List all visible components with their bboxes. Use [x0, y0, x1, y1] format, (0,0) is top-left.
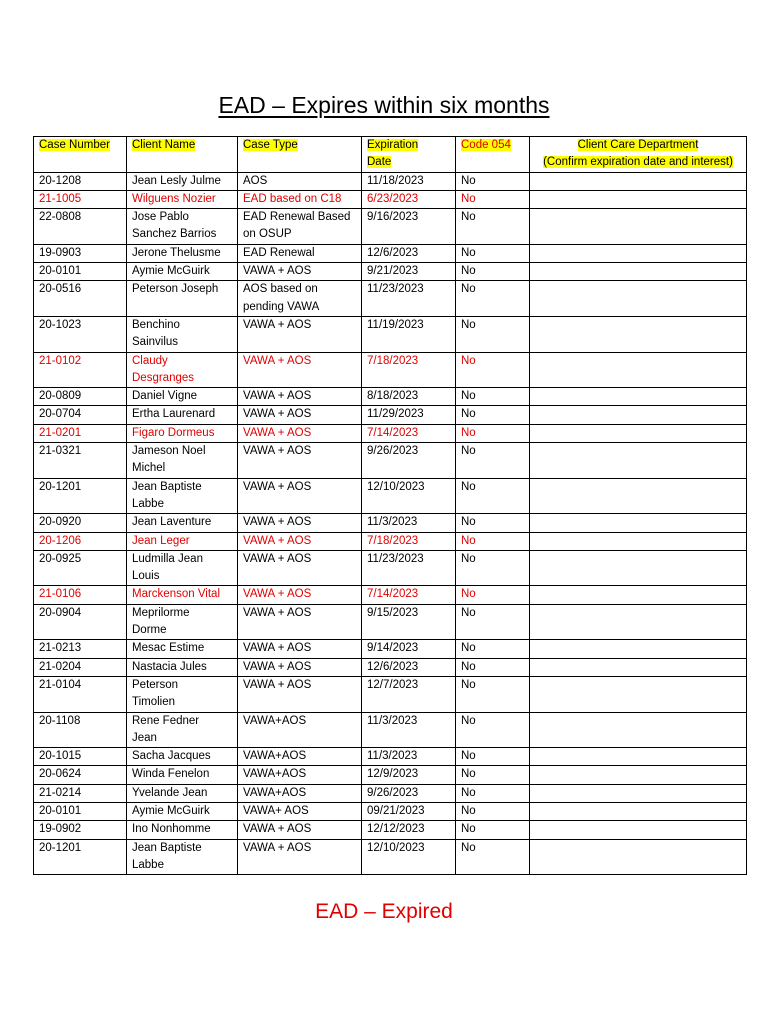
expired-section-title: EAD – Expired	[315, 900, 453, 923]
cell-client-care-department	[530, 802, 747, 820]
cell-case-type: VAWA+AOS	[238, 784, 362, 802]
cell-code-054: No	[456, 263, 530, 281]
cell-code-054: No	[456, 443, 530, 479]
cell-case-number: 20-0624	[34, 766, 127, 784]
cell-case-number: 21-0321	[34, 443, 127, 479]
cell-case-number: 20-1015	[34, 748, 127, 766]
cell-code-054: No	[456, 821, 530, 839]
cell-client-care-department	[530, 839, 747, 875]
cell-client-care-department	[530, 316, 747, 352]
cell-client-care-department	[530, 263, 747, 281]
cell-expiration-date: 12/9/2023	[362, 766, 456, 784]
cell-case-number: 20-0101	[34, 263, 127, 281]
cell-expiration-date: 09/21/2023	[362, 802, 456, 820]
cell-code-054: No	[456, 784, 530, 802]
table-row	[34, 388, 747, 406]
cell-client-care-department	[530, 550, 747, 586]
cell-client-care-department	[530, 604, 747, 640]
cell-client-name: Aymie McGuirk	[127, 802, 238, 820]
cell-client-name: Yvelande Jean	[127, 784, 238, 802]
cell-expiration-date: 8/18/2023	[362, 388, 456, 406]
cell-expiration-date: 11/18/2023	[362, 172, 456, 190]
cell-code-054: No	[456, 281, 530, 317]
cell-expiration-date: 12/7/2023	[362, 676, 456, 712]
cell-client-name: Ertha Laurenard	[127, 406, 238, 424]
cell-client-care-department	[530, 406, 747, 424]
table-row	[34, 209, 747, 245]
cell-expiration-date: 12/10/2023	[362, 478, 456, 514]
cell-case-type: VAWA + AOS	[238, 586, 362, 604]
cell-expiration-date: 12/6/2023	[362, 244, 456, 262]
cell-case-type: VAWA + AOS	[238, 443, 362, 479]
cell-code-054: No	[456, 209, 530, 245]
cell-client-name: Figaro Dormeus	[127, 424, 238, 442]
cell-case-number: 20-0925	[34, 550, 127, 586]
cell-case-number: 19-0903	[34, 244, 127, 262]
table-row	[34, 821, 747, 839]
cell-expiration-date: 9/16/2023	[362, 209, 456, 245]
cell-case-type: VAWA + AOS	[238, 550, 362, 586]
table-row	[34, 748, 747, 766]
cell-case-number: 20-0516	[34, 281, 127, 317]
cell-expiration-date: 11/3/2023	[362, 712, 456, 748]
table-row	[34, 550, 747, 586]
cell-code-054: No	[456, 352, 530, 388]
cell-client-name: Peterson Joseph	[127, 281, 238, 317]
cell-client-care-department	[530, 784, 747, 802]
cell-client-care-department	[530, 640, 747, 658]
cell-code-054: No	[456, 712, 530, 748]
cell-code-054: No	[456, 658, 530, 676]
cell-client-name: Ludmilla Jean Louis	[127, 550, 238, 586]
cell-case-number: 20-1108	[34, 712, 127, 748]
cell-case-number: 20-0809	[34, 388, 127, 406]
cell-client-name: Jerone Thelusme	[127, 244, 238, 262]
cell-case-number: 20-0101	[34, 802, 127, 820]
table-row	[34, 443, 747, 479]
cell-case-number: 21-0213	[34, 640, 127, 658]
cell-case-number: 20-0704	[34, 406, 127, 424]
cell-client-care-department	[530, 443, 747, 479]
cell-client-name: Jose Pablo Sanchez Barrios	[127, 209, 238, 245]
cell-client-name: Daniel Vigne	[127, 388, 238, 406]
cell-case-type: EAD based on C18	[238, 190, 362, 208]
table-row	[34, 802, 747, 820]
cell-client-name: Jameson Noel Michel	[127, 443, 238, 479]
cell-case-type: VAWA + AOS	[238, 514, 362, 532]
cell-code-054: No	[456, 839, 530, 875]
cell-case-number: 21-0201	[34, 424, 127, 442]
cell-expiration-date: 7/18/2023	[362, 532, 456, 550]
table-row	[34, 784, 747, 802]
cell-expiration-date: 9/21/2023	[362, 263, 456, 281]
table-row	[34, 281, 747, 317]
cell-client-care-department	[530, 352, 747, 388]
cell-client-name: Jean Leger	[127, 532, 238, 550]
cell-client-care-department	[530, 676, 747, 712]
cell-case-number: 21-0204	[34, 658, 127, 676]
cell-code-054: No	[456, 388, 530, 406]
cell-client-name: Wilguens Nozier	[127, 190, 238, 208]
cell-case-type: VAWA + AOS	[238, 263, 362, 281]
cell-client-name: Ino Nonhomme	[127, 821, 238, 839]
cell-expiration-date: 11/3/2023	[362, 748, 456, 766]
header-client-name: Client Name	[127, 137, 238, 173]
cell-case-type: EAD Renewal Based on OSUP	[238, 209, 362, 245]
cell-client-name: Jean Lesly Julme	[127, 172, 238, 190]
cell-client-care-department	[530, 712, 747, 748]
cell-client-care-department	[530, 658, 747, 676]
table-row	[34, 172, 747, 190]
cell-case-type: VAWA + AOS	[238, 388, 362, 406]
cell-case-type: VAWA + AOS	[238, 821, 362, 839]
cell-client-care-department	[530, 821, 747, 839]
cell-client-care-department	[530, 532, 747, 550]
cell-code-054: No	[456, 406, 530, 424]
cell-client-care-department	[530, 586, 747, 604]
cell-code-054: No	[456, 244, 530, 262]
cell-code-054: No	[456, 172, 530, 190]
cell-case-type: VAWA+AOS	[238, 766, 362, 784]
header-expiration-date: Expiration Date	[362, 137, 456, 173]
cell-case-number: 19-0902	[34, 821, 127, 839]
cell-expiration-date: 9/14/2023	[362, 640, 456, 658]
cell-code-054: No	[456, 748, 530, 766]
cell-case-type: AOS	[238, 172, 362, 190]
table-row	[34, 316, 747, 352]
cell-client-care-department	[530, 190, 747, 208]
table-body	[34, 172, 747, 875]
cell-code-054: No	[456, 802, 530, 820]
cell-case-type: VAWA+AOS	[238, 748, 362, 766]
cell-case-type: VAWA + AOS	[238, 406, 362, 424]
table-row	[34, 514, 747, 532]
cell-client-care-department	[530, 748, 747, 766]
page-title: EAD – Expires within six months	[218, 92, 550, 118]
cell-expiration-date: 7/14/2023	[362, 424, 456, 442]
cell-case-number: 20-1201	[34, 839, 127, 875]
cell-client-name: Jean Baptiste Labbe	[127, 478, 238, 514]
cell-case-type: EAD Renewal	[238, 244, 362, 262]
table-row	[34, 766, 747, 784]
cell-expiration-date: 11/29/2023	[362, 406, 456, 424]
header-code-054: Code 054	[456, 137, 530, 173]
cell-client-care-department	[530, 209, 747, 245]
cell-case-number: 20-1206	[34, 532, 127, 550]
cell-client-name: Peterson Timolien	[127, 676, 238, 712]
cell-client-care-department	[530, 244, 747, 262]
cell-code-054: No	[456, 424, 530, 442]
cell-case-type: VAWA + AOS	[238, 839, 362, 875]
cell-case-type: VAWA + AOS	[238, 352, 362, 388]
cell-code-054: No	[456, 514, 530, 532]
cell-client-name: Mesac Estime	[127, 640, 238, 658]
cell-case-number: 20-1023	[34, 316, 127, 352]
cell-case-type: VAWA + AOS	[238, 676, 362, 712]
cell-expiration-date: 12/6/2023	[362, 658, 456, 676]
cell-client-name: Benchino Sainvilus	[127, 316, 238, 352]
cell-client-care-department	[530, 388, 747, 406]
table-row	[34, 532, 747, 550]
cell-expiration-date: 11/23/2023	[362, 281, 456, 317]
cell-code-054: No	[456, 640, 530, 658]
cell-expiration-date: 11/19/2023	[362, 316, 456, 352]
cell-case-number: 20-0904	[34, 604, 127, 640]
cell-code-054: No	[456, 604, 530, 640]
cell-case-type: VAWA + AOS	[238, 640, 362, 658]
cell-case-type: VAWA + AOS	[238, 532, 362, 550]
cell-client-name: Nastacia Jules	[127, 658, 238, 676]
cell-case-type: VAWA + AOS	[238, 424, 362, 442]
cell-case-type: VAWA + AOS	[238, 658, 362, 676]
table-row	[34, 676, 747, 712]
cell-case-number: 20-1201	[34, 478, 127, 514]
cell-expiration-date: 9/26/2023	[362, 443, 456, 479]
table-row	[34, 640, 747, 658]
cell-case-type: VAWA+AOS	[238, 712, 362, 748]
cell-case-number: 21-1005	[34, 190, 127, 208]
cell-expiration-date: 11/3/2023	[362, 514, 456, 532]
table-row	[34, 658, 747, 676]
table-row	[34, 244, 747, 262]
table-row	[34, 586, 747, 604]
cell-case-type: VAWA + AOS	[238, 604, 362, 640]
cell-client-name: Meprilorme Dorme	[127, 604, 238, 640]
cell-client-name: Sacha Jacques	[127, 748, 238, 766]
cell-expiration-date: 11/23/2023	[362, 550, 456, 586]
cell-client-care-department	[530, 478, 747, 514]
cell-code-054: No	[456, 550, 530, 586]
table-row	[34, 478, 747, 514]
cell-client-name: Claudy Desgranges	[127, 352, 238, 388]
cell-case-number: 22-0808	[34, 209, 127, 245]
cell-client-care-department	[530, 424, 747, 442]
cell-case-type: VAWA+ AOS	[238, 802, 362, 820]
cell-code-054: No	[456, 316, 530, 352]
cell-client-name: Winda Fenelon	[127, 766, 238, 784]
cell-case-type: AOS based on pending VAWA	[238, 281, 362, 317]
header-row	[34, 137, 747, 173]
table-row	[34, 190, 747, 208]
cell-client-care-department	[530, 766, 747, 784]
cell-expiration-date: 9/26/2023	[362, 784, 456, 802]
header-case-number: Case Number	[34, 137, 127, 173]
table-row	[34, 406, 747, 424]
cell-case-number: 21-0104	[34, 676, 127, 712]
cell-case-number: 21-0106	[34, 586, 127, 604]
table-row	[34, 424, 747, 442]
cell-client-name: Marckenson Vital	[127, 586, 238, 604]
cell-client-care-department	[530, 172, 747, 190]
cell-code-054: No	[456, 676, 530, 712]
cell-code-054: No	[456, 766, 530, 784]
cell-client-name: Rene Fedner Jean	[127, 712, 238, 748]
cell-client-name: Jean Baptiste Labbe	[127, 839, 238, 875]
cell-code-054: No	[456, 190, 530, 208]
cell-case-number: 20-1208	[34, 172, 127, 190]
cell-code-054: No	[456, 532, 530, 550]
cell-expiration-date: 7/14/2023	[362, 586, 456, 604]
cell-expiration-date: 6/23/2023	[362, 190, 456, 208]
cell-case-type: VAWA + AOS	[238, 316, 362, 352]
ead-table	[33, 136, 747, 875]
table-row	[34, 263, 747, 281]
table-row	[34, 712, 747, 748]
cell-expiration-date: 7/18/2023	[362, 352, 456, 388]
cell-expiration-date: 12/12/2023	[362, 821, 456, 839]
cell-client-name: Jean Laventure	[127, 514, 238, 532]
cell-client-care-department	[530, 514, 747, 532]
cell-expiration-date: 9/15/2023	[362, 604, 456, 640]
cell-client-care-department	[530, 281, 747, 317]
cell-code-054: No	[456, 586, 530, 604]
cell-client-name: Aymie McGuirk	[127, 263, 238, 281]
cell-case-type: VAWA + AOS	[238, 478, 362, 514]
cell-case-number: 21-0102	[34, 352, 127, 388]
table-row	[34, 839, 747, 875]
table-row	[34, 352, 747, 388]
header-client-care-department: Client Care Department (Confirm expiration date and interest)	[530, 137, 747, 173]
table-row	[34, 604, 747, 640]
cell-expiration-date: 12/10/2023	[362, 839, 456, 875]
cell-case-number: 20-0920	[34, 514, 127, 532]
cell-case-number: 21-0214	[34, 784, 127, 802]
header-case-type: Case Type	[238, 137, 362, 173]
cell-code-054: No	[456, 478, 530, 514]
